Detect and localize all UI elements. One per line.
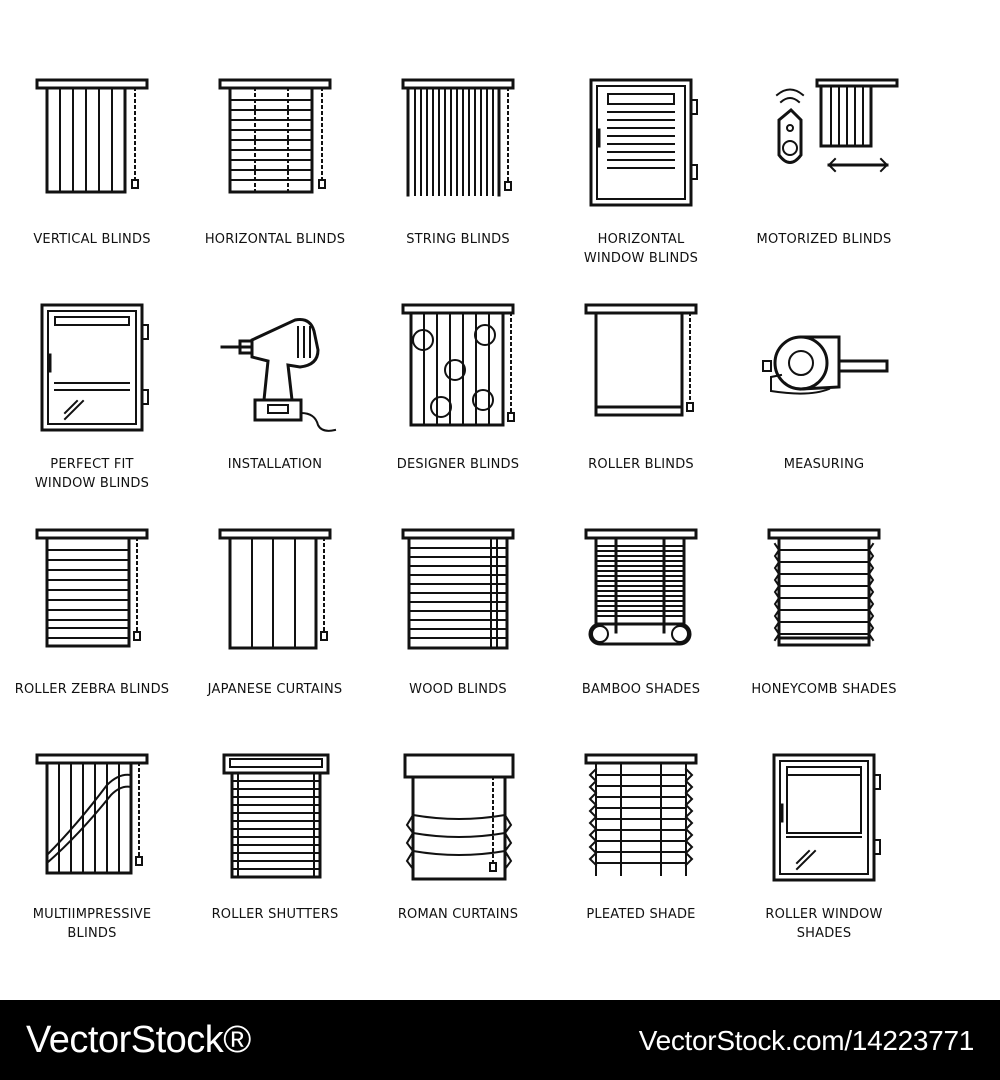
icon-caption-line: HORIZONTAL (597, 232, 685, 247)
watermark-footer (0, 1000, 1000, 1080)
icon-caption-line: BLINDS (67, 926, 117, 941)
icon-tile (541, 225, 741, 472)
icon-caption-line: HORIZONTAL BLINDS (204, 232, 346, 247)
icon-caption (358, 905, 558, 924)
icon-caption-line: BAMBOO SHADES (581, 682, 701, 697)
icon-tile (724, 450, 924, 697)
icon-caption-line: ROMAN CURTAINS (397, 907, 519, 922)
icon-caption-line: PLEATED SHADE (586, 907, 696, 922)
icon-tile (358, 450, 558, 697)
icon-tile (0, 0, 192, 247)
icon-caption-line: JAPANESE CURTAINS (207, 682, 343, 697)
icon-tile (541, 450, 741, 697)
icon-tile (0, 450, 192, 697)
icon-caption-line: WINDOW BLINDS (583, 251, 699, 266)
icon-caption (541, 905, 741, 924)
icon-caption-line: SHADES (796, 926, 852, 941)
icon-caption-line: WINDOW BLINDS (34, 476, 150, 491)
footer-brand: VectorStock® (26, 1019, 251, 1061)
icon-tile (724, 225, 924, 472)
icon-caption-line: WOOD BLINDS (409, 682, 507, 697)
icon-tile (0, 225, 192, 491)
icon-caption-line: ROLLER BLINDS (588, 457, 694, 472)
icon-caption-line: ROLLER SHUTTERS (211, 907, 339, 922)
icon-caption (175, 905, 375, 924)
icon-caption (0, 905, 192, 943)
icon-caption-line: ROLLER WINDOW (765, 907, 883, 922)
icon-caption-line: DESIGNER BLINDS (396, 457, 520, 472)
icon-caption-line: ROLLER ZEBRA BLINDS (14, 682, 170, 697)
icon-caption-line: STRING BLINDS (406, 232, 510, 247)
icon-caption-line: INSTALLATION (227, 457, 323, 472)
icon-tile (175, 675, 375, 922)
icon-tile (541, 675, 741, 922)
footer-url: VectorStock.com/14223771 (638, 1025, 974, 1056)
icon-tile (358, 225, 558, 472)
icon-tile (724, 675, 924, 941)
icon-tile (0, 675, 192, 941)
icon-caption (724, 905, 924, 943)
icon-caption-line: PERFECT FIT (50, 457, 134, 472)
icon-tile (175, 225, 375, 472)
icon-caption-line: MULTIIMPRESSIVE (32, 907, 152, 922)
icon-caption-line: HONEYCOMB SHADES (751, 682, 897, 697)
icon-caption-line: MEASURING (783, 457, 865, 472)
icon-tile (175, 450, 375, 697)
icon-tile (724, 0, 924, 247)
icon-tile (175, 0, 375, 247)
icon-caption-line: MOTORIZED BLINDS (756, 232, 892, 247)
icon-tile (358, 675, 558, 922)
icon-tile (358, 0, 558, 247)
icon-tile (541, 0, 741, 266)
icon-caption-line: VERTICAL BLINDS (33, 232, 151, 247)
